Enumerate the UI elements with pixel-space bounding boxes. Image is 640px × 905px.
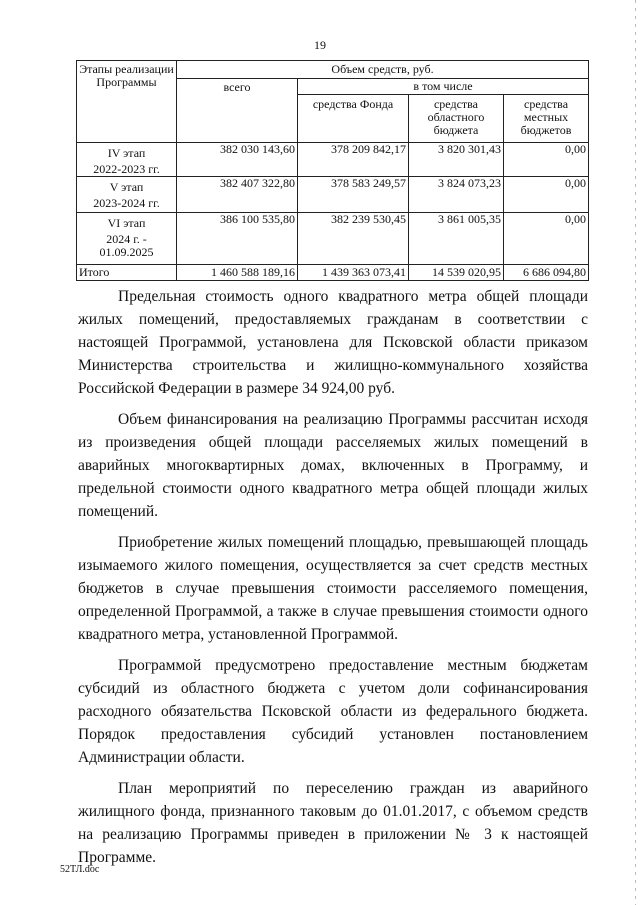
totals-label: Итого xyxy=(77,265,177,281)
totals-row xyxy=(77,265,589,281)
cell-regional: 3 820 301,43 xyxy=(409,143,504,177)
table-row xyxy=(77,143,589,177)
cell-regional: 3 861 005,35 xyxy=(409,213,504,265)
header-total: всего xyxy=(177,79,298,143)
header-including: в том числе xyxy=(298,79,589,95)
stage-period: 2023-2024 гг. xyxy=(93,196,160,210)
paragraph-acquisition: Приобретение жилых помещений площадью, превышающей площадь изымаемого жилого помещения, осуществляется за счет средств местных бюджетов в случае превышения стоимости расселяемого помещения, определенной Программой, а также в случае превышения стоимости одного квадратного метра, установленной Программой. xyxy=(78,534,588,643)
totals-fund: 1 439 363 073,41 xyxy=(298,265,409,281)
cell-local: 0,00 xyxy=(504,143,589,177)
cell-regional: 3 824 073,23 xyxy=(409,177,504,213)
header-regional: средства областного бюджета xyxy=(409,95,504,143)
stage-label: IV этап xyxy=(107,146,146,160)
cell-local: 0,00 xyxy=(504,177,589,213)
paragraph-price: Предельная стоимость одного квадратного метра общей площади жилых помещений, предоставляемых гражданам в соответствии с настоящей Программой, установлена для Псковской области приказом Министерства строительства и жилищно-коммунального хозяйства Российской Федерации в размере 34 924,00 руб. xyxy=(78,288,588,397)
stage-cell xyxy=(77,213,177,265)
paragraph-financing: Объем финансирования на реализацию Программы рассчитан исходя из произведения общей площади расселяемых жилых помещений в аварийных многоквартирных домах, включенных в Программу, и предельной стоимости одного квадратного метра общей площади жилых помещений. xyxy=(78,411,588,520)
cell-local: 0,00 xyxy=(504,213,589,265)
page-number: 19 xyxy=(314,38,326,52)
cell-fund: 378 583 249,57 xyxy=(298,177,409,213)
stage-cell xyxy=(77,177,177,213)
footer-filename: 52ТЛ.doc xyxy=(60,864,100,875)
scan-edge-line xyxy=(635,0,636,905)
header-volume: Объем средств, руб. xyxy=(177,61,589,79)
table-row xyxy=(77,213,589,265)
body-text xyxy=(78,285,588,869)
paragraph-subsidies: Программой предусмотрено предоставление местным бюджетам субсидий из областного бюджета с учетом доли софинансирования расходного обязательства Псковской области из федерального бюджета. Порядок предоставления субсидий установлен постановлением Администрации области. xyxy=(78,657,588,766)
paragraph-plan: План мероприятий по переселению граждан из аварийного жилищного фонда, признанного таковым до 01.01.2017, с объемом средств на реализацию Программы приведен в приложении № 3 к настоящей Программе. xyxy=(78,780,588,866)
totals-regional: 14 539 020,95 xyxy=(409,265,504,281)
stage-cell xyxy=(77,143,177,177)
header-local: средства местных бюджетов xyxy=(504,95,589,143)
stage-period: 2024 г. - xyxy=(106,232,147,246)
financing-table xyxy=(76,60,589,281)
header-fund: средства Фонда xyxy=(298,95,409,143)
totals-local: 6 686 094,80 xyxy=(504,265,589,281)
stage-period: 2022-2023 гг. xyxy=(93,162,160,176)
stage-label: VI этап xyxy=(107,216,146,230)
table-row xyxy=(77,177,589,213)
cell-total: 382 407 322,80 xyxy=(177,177,298,213)
totals-total: 1 460 588 189,16 xyxy=(177,265,298,281)
header-stages: Этапы реализации Программы xyxy=(77,61,177,143)
stage-period-end: 01.09.2025 xyxy=(99,245,154,259)
cell-fund: 382 239 530,45 xyxy=(298,213,409,265)
cell-total: 386 100 535,80 xyxy=(177,213,298,265)
stage-label: V этап xyxy=(109,180,144,194)
cell-fund: 378 209 842,17 xyxy=(298,143,409,177)
cell-total: 382 030 143,60 xyxy=(177,143,298,177)
